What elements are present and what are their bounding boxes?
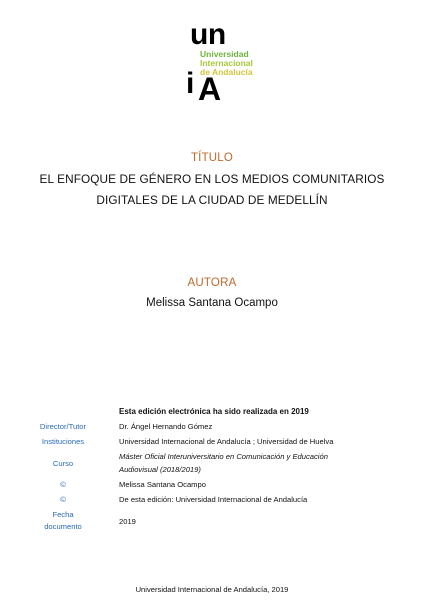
unia-logo [186, 20, 266, 110]
copyright-value-2: De esta edición: Universidad Internacional de Andalucía [119, 495, 308, 504]
course-value-1: Máster Oficial Interuniversitario en Comunicación y Educación [119, 452, 328, 461]
title-line-2: DIGITALES DE LA CIUDAD DE MEDELLÍN [96, 193, 328, 207]
copyright-label-2: © [60, 495, 66, 504]
logo-name-line1: Universidad [200, 49, 249, 59]
course-label: Curso [52, 459, 74, 468]
director-label: Director/Tutor [39, 422, 87, 431]
logo-i: i [186, 67, 195, 100]
author-name: Melissa Santana Ocampo [146, 297, 278, 309]
title-line-1: EL ENFOQUE DE GÉNERO EN LOS MEDIOS COMUNITARIOS [39, 172, 385, 186]
institutions-value: Universidad Internacional de Andalucía ; Universidad de Huelva [119, 437, 334, 446]
logo-name-line3: de Andalucía [200, 67, 253, 77]
title-heading: TÍTULO [190, 152, 234, 164]
director-value: Dr. Ángel Hernando Gómez [119, 422, 213, 431]
logo-A: A [198, 71, 222, 107]
course-value-2: Audiovisual (2018/2019) [119, 465, 201, 474]
copyright-value-1: Melissa Santana Ocampo [119, 480, 206, 489]
date-value: 2019 [119, 517, 136, 526]
edition-note: Esta edición electrónica ha sido realizada en 2019 [119, 407, 309, 416]
author-heading: AUTORA [187, 277, 237, 289]
institutions-label: Instituciones [41, 437, 85, 446]
logo-un: un [190, 18, 226, 51]
date-label-2: documento [44, 522, 82, 531]
copyright-label-1: © [60, 480, 66, 489]
logo-name-line2: Internacional [200, 58, 253, 68]
date-label-1: Fecha [52, 510, 74, 519]
footer-text: Universidad Internacional de Andalucía, 2019 [135, 585, 289, 594]
